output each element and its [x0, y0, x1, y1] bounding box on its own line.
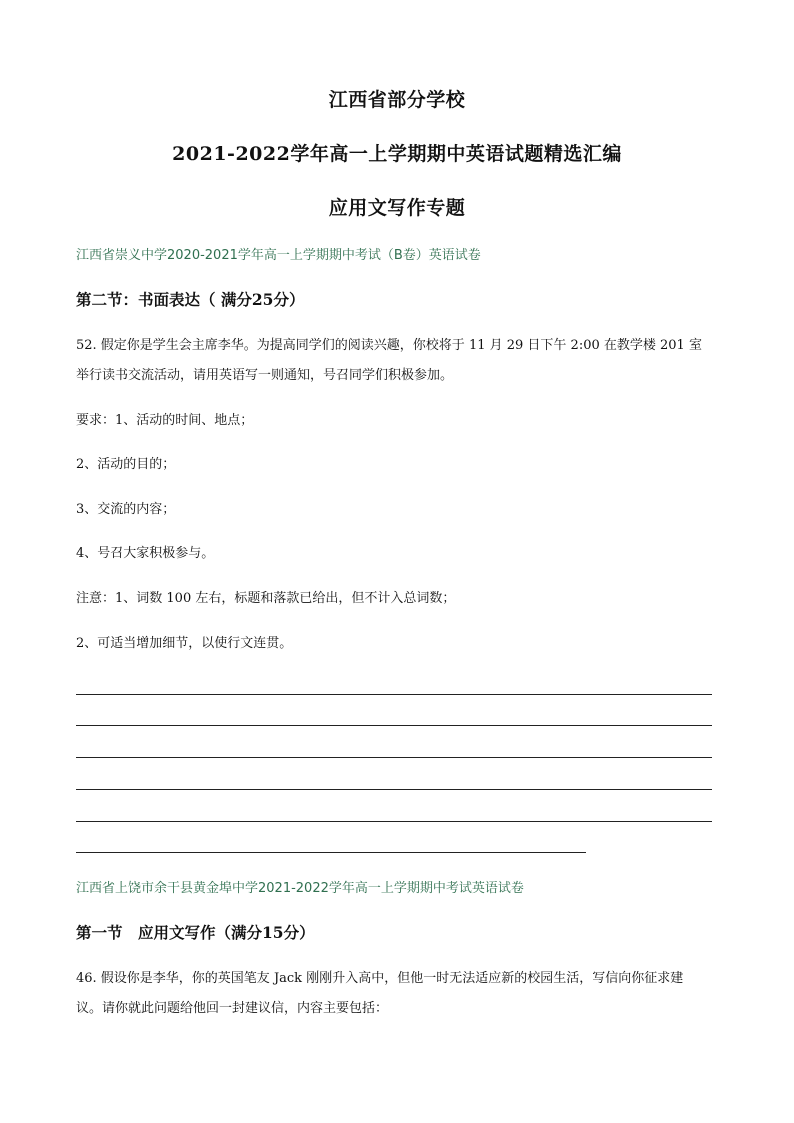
section1-note-1: 注意：1、词数 100 左右，标题和落款已给出，但不计入总词数； [76, 591, 456, 606]
answer-line [76, 757, 712, 758]
answer-line [76, 725, 712, 726]
section1-source: 江西省崇义中学2020-2021学年高一上学期期中考试（B卷）英语试卷 [76, 248, 481, 263]
doc-title-line2: 2021-2022学年高一上学期期中英语试题精选汇编 [172, 143, 622, 165]
doc-title-line3: 应用文写作专题 [328, 197, 466, 219]
section2-prompt-line2: 议。请你就此问题给他回一封建议信，内容主要包括： [76, 1001, 389, 1016]
section2-source: 江西省上饶市余干县黄金埠中学2021-2022学年高一上学期期中考试英语试卷 [76, 881, 524, 896]
answer-line [76, 821, 712, 822]
section2-heading: 第一节 应用文写作（满分15分） [76, 923, 315, 942]
section1-requirement-3: 3、交流的内容； [76, 502, 176, 517]
section1-prompt-line2: 举行读书交流活动，请用英语写一则通知，号召同学们积极参加。 [76, 368, 454, 383]
section1-heading: 第二节：书面表达（ 满分25分） [76, 290, 305, 309]
section1-requirement-1: 要求：1、活动的时间、地点； [76, 413, 254, 428]
doc-title-line1: 江西省部分学校 [328, 89, 466, 111]
section2-prompt-line1: 46. 假设你是李华，你的英国笔友 Jack 刚刚升入高中，但他一时无法适应新的校园生活，写信向你征求建 [76, 971, 684, 986]
section1-requirement-2: 2、活动的目的； [76, 457, 176, 472]
answer-line [76, 852, 586, 853]
answer-line [76, 789, 712, 790]
section1-prompt-line1: 52. 假定你是学生会主席李华。为提高同学们的阅读兴趣，你校将于 11 月 29 日下午 2:00 在教学楼 201 室 [76, 338, 702, 353]
section1-note-2: 2、可适当增加细节，以使行文连贯。 [76, 636, 293, 651]
answer-line [76, 694, 712, 695]
section1-requirement-4: 4、号召大家积极参与。 [76, 546, 215, 561]
